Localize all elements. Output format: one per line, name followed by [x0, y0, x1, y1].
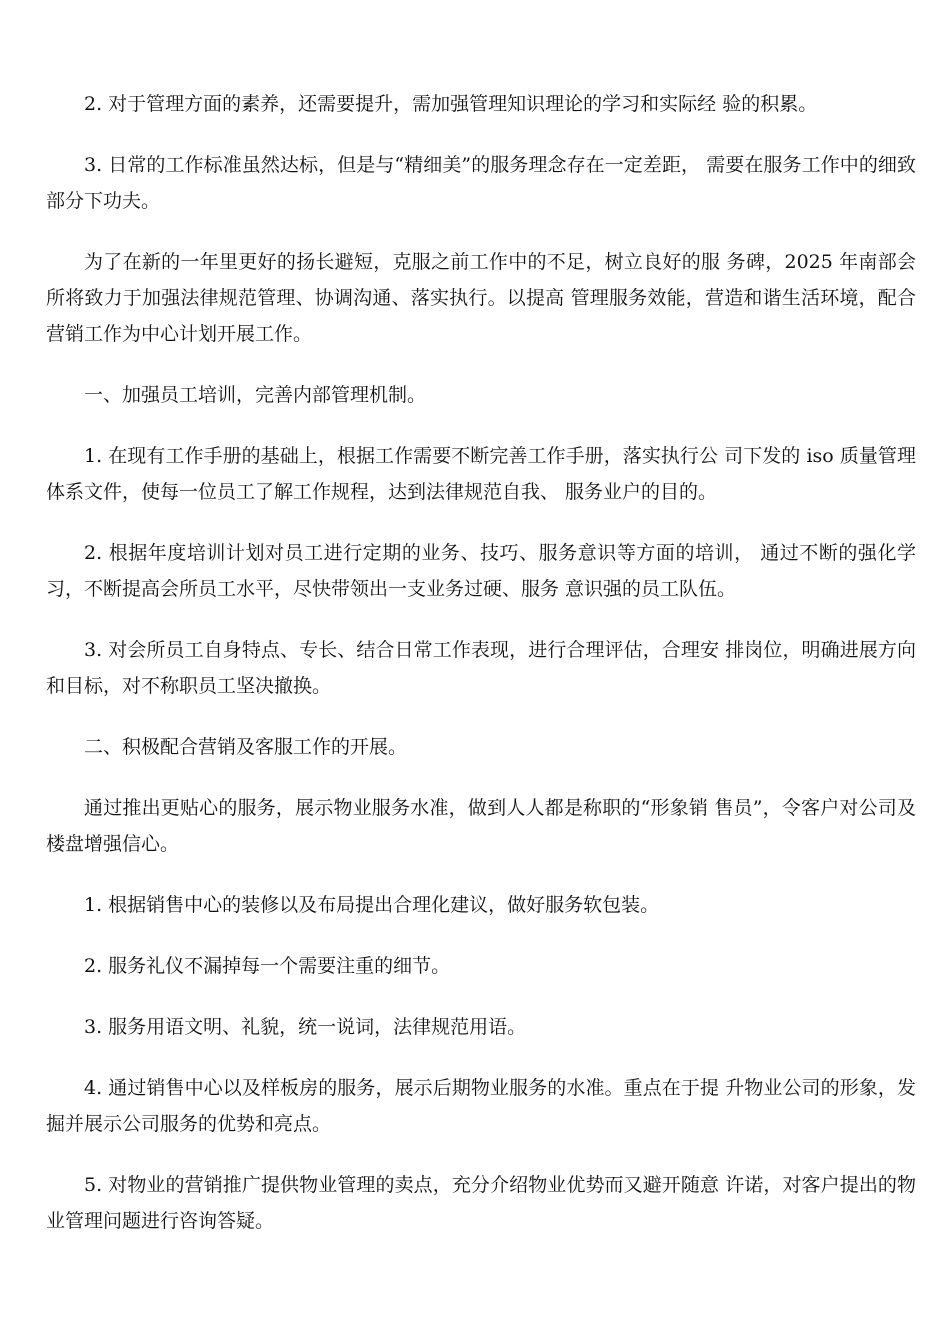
document-body: [46, 86, 916, 1264]
paragraph-6: 2. 根据年度培训计划对员工进行定期的业务、技巧、服务意识等方面的培训， 通过不断的强化学习，不断提高会所员工水平，尽快带领出一支业务过硬、服务 意识强的员工队伍。: [46, 542, 916, 600]
paragraph-2: 3. 日常的工作标准虽然达标，但是与“精细美”的服务理念存在一定差距， 需要在服务工作中的细致部分下功夫。: [46, 154, 916, 212]
section-heading-1: 一、加强员工培训，完善内部管理机制。: [84, 384, 427, 406]
paragraph-3: 为了在新的一年里更好的扬长避短，克服之前工作中的不足，树立良好的服 务碑，2025 年南部会所将致力于加强法律规范管理、协调沟通、落实执行。以提高 管理服务效能，营造和谐生活环境，配合营销工作为中心计划开展工作。: [46, 251, 916, 345]
section-heading-2: 二、积极配合营销及客服工作的开展。: [84, 736, 408, 758]
paragraph-11: 2. 服务礼仪不漏掉每一个需要注重的细节。: [84, 955, 451, 977]
paragraph-12: 3. 服务用语文明、礼貌，统一说词，法律规范用语。: [84, 1016, 527, 1038]
paragraph-7: 3. 对会所员工自身特点、专长、结合日常工作表现，进行合理评估，合理安 排岗位，明确进展方向和目标，对不称职员工坚决撤换。: [46, 639, 916, 697]
paragraph-9: 通过推出更贴心的服务，展示物业服务水准，做到人人都是称职的“形象销 售员”，令客户对公司及楼盘增强信心。: [46, 797, 916, 855]
paragraph-13: 4. 通过销售中心以及样板房的服务，展示后期物业服务的水准。重点在于提 升物业公司的形象，发掘并展示公司服务的优势和亮点。: [46, 1077, 916, 1135]
paragraph-10: 1. 根据销售中心的装修以及布局提出合理化建议，做好服务软包装。: [84, 894, 660, 916]
paragraph-1: 2. 对于管理方面的素养，还需要提升，需加强管理知识理论的学习和实际经 验的积累。: [84, 93, 818, 115]
paragraph-5: 1. 在现有工作手册的基础上，根据工作需要不断完善工作手册，落实执行公 司下发的 iso 质量管理体系文件，使每一位员工了解工作规程，达到法律规范自我、 服务业户的目的。: [46, 445, 916, 503]
paragraph-14: 5. 对物业的营销推广提供物业管理的卖点，充分介绍物业优势而又避开随意 许诺，对客户提出的物业管理问题进行咨询答疑。: [46, 1174, 916, 1232]
